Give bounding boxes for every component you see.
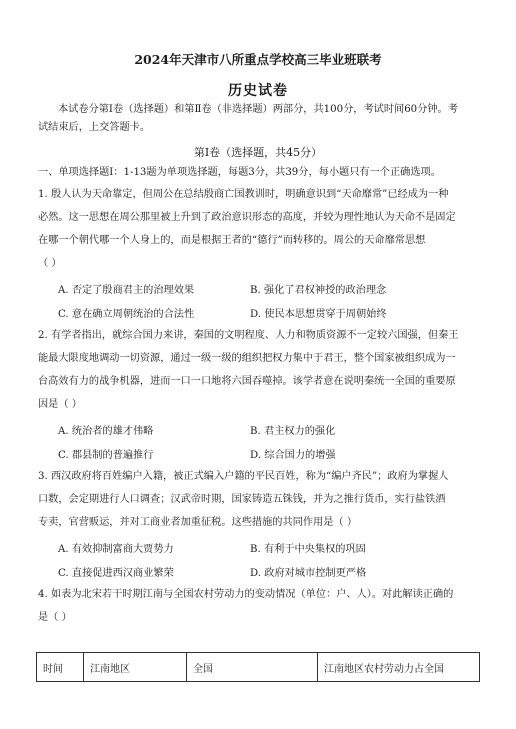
table-header-cell: 江南地区农村劳动力占全国 bbox=[318, 653, 480, 682]
q4-line-1: 4. 如表为北宋若干时期江南与全国农村劳动力的变动情况（单位：户、人）。对此解读正确的 bbox=[38, 589, 454, 600]
q1-option-d: D. 使民本思想贯穿于周朝始终 bbox=[250, 309, 387, 320]
q1-line-4: （ ） bbox=[38, 258, 62, 269]
q2-option-b: B. 君主权力的强化 bbox=[250, 426, 336, 437]
q3-line-2: 口数，会定期进行人口调查；汉武帝时期，国家铸造五铢钱，并为之推行货币，实行盐铁酒 bbox=[38, 494, 446, 505]
q3-line-1: 3. 西汉政府将百姓编户入籍，被正式编入户籍的平民百姓，称为“编户齐民”；政府为掌握人 bbox=[38, 471, 449, 482]
intro-line-1: 本试卷分第Ⅰ卷（选择题）和第Ⅱ卷（非选择题）两部分，共100分，考试时间60分钟。考 bbox=[58, 104, 458, 115]
q4-data-table bbox=[36, 652, 480, 682]
q3-option-c: C. 直接促进西汉商业繁荣 bbox=[58, 568, 174, 579]
q1-option-b: B. 强化了君权神授的政治理念 bbox=[250, 285, 387, 296]
intro-line-2: 试结束后，上交答题卡。 bbox=[38, 122, 151, 133]
table-header-cell: 全国 bbox=[187, 653, 318, 682]
q2-line-2: 能最大限度地调动一切资源，通过一级一级的组织把权力集中于君王，整个国家被组织成为一 bbox=[38, 353, 456, 364]
q1-option-a: A. 否定了殷商君主的治理效果 bbox=[58, 285, 195, 296]
section-title: 第Ⅰ卷（选择题，共45分） bbox=[193, 146, 323, 159]
q3-option-d: D. 政府对城市控制更严格 bbox=[250, 568, 367, 579]
q2-option-d: D. 综合国力的增强 bbox=[250, 450, 336, 461]
q2-line-1: 2. 有学者指出，就综合国力来讲，秦国的文明程度、人力和物质资源不一定较六国强，但秦王 bbox=[38, 330, 459, 341]
q4-line-2: 是（ ） bbox=[38, 612, 72, 623]
q1-option-c: C. 意在确立周朝统治的合法性 bbox=[58, 309, 195, 320]
q3-option-a: A. 有效抑制富商大贾势力 bbox=[58, 544, 174, 555]
exam-title: 2024年天津市八所重点学校高三毕业班联考 bbox=[134, 52, 382, 67]
exam-subtitle: 历史试卷 bbox=[228, 83, 288, 99]
q1-line-1: 1. 殷人认为天命靠定，但周公在总结殷商亡国教训时，明确意识到“天命靡常”已经成为一种 bbox=[38, 189, 449, 200]
q2-line-4: 因是（ ） bbox=[38, 399, 82, 410]
q2-option-a: A. 统治者的雄才伟略 bbox=[58, 426, 154, 437]
q1-line-3: 在哪一个朝代哪一个人身上的，而是根据王者的“德行”而转移的。周公的天命靡常思想 bbox=[38, 235, 426, 246]
section-instructions: 一、单项选择题Ⅰ：1-13题为单项选择题，每题3分，共39分，每小题只有一个正确选项。 bbox=[38, 167, 441, 178]
q2-line-3: 台高效有力的战争机器，进而一口一口地将六国吞噬掉。该学者意在说明秦统一全国的重要原 bbox=[38, 376, 456, 387]
q3-line-3: 专卖，官营贩运，并对工商业者加重征税。这些措施的共同作用是（ ） bbox=[38, 517, 358, 528]
table-header-cell: 江南地区 bbox=[84, 653, 187, 682]
q2-option-c: C. 郡县制的普遍推行 bbox=[58, 450, 154, 461]
table-header-cell: 时间 bbox=[37, 653, 84, 682]
q3-option-b: B. 有利于中央集权的巩固 bbox=[250, 544, 366, 555]
q1-line-2: 必然。这一思想在周公那里被上升到了政治意识形态的高度，并较为理性地认为天命不是固定 bbox=[38, 212, 456, 223]
table-header-row bbox=[37, 653, 480, 682]
